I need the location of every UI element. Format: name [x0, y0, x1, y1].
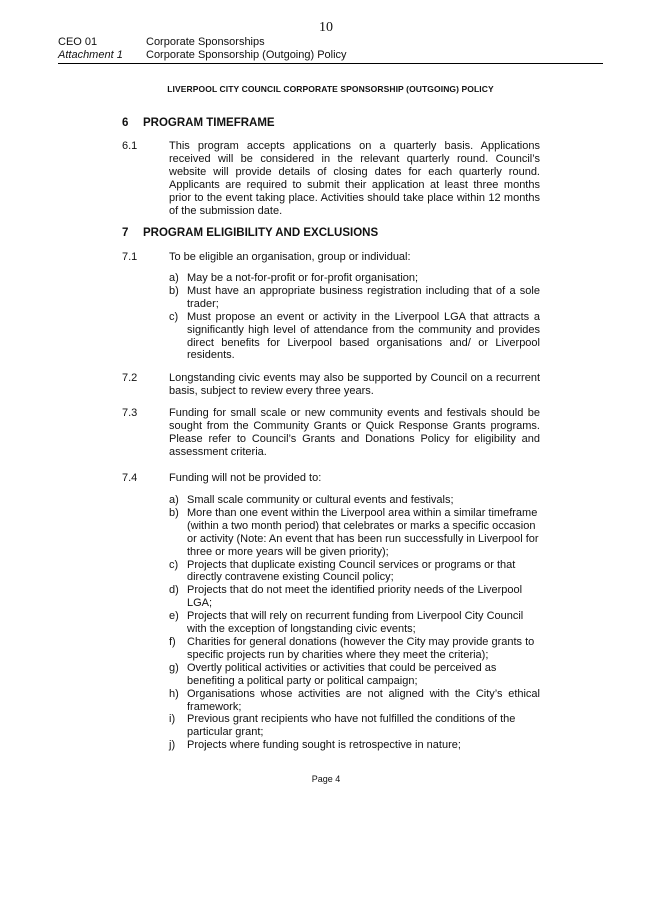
clause-text: Funding will not be provided to: — [169, 472, 322, 484]
list-item-letter: g) — [169, 661, 179, 674]
clause-number: 7.1 — [122, 251, 138, 263]
list-item-text: Small scale community or cultural events and festivals; — [187, 494, 454, 506]
list-item-letter: b) — [169, 506, 179, 519]
section-number: 7 — [122, 227, 129, 239]
clause-number: 6.1 — [122, 140, 138, 152]
clause-7-1 — [122, 251, 540, 264]
list-item-text: Organisations whose activities are not aligned with the City’s ethical framework; — [187, 687, 540, 713]
list-item — [169, 688, 540, 714]
list-item-letter: b) — [169, 284, 179, 297]
list-item-letter: a) — [169, 272, 179, 284]
list-item-text: Charities for general donations (however the City may provide grants to specific projects run by charities where they meet the criteria); — [187, 635, 535, 661]
list-item-text: Must propose an event or activity in the Liverpool LGA that attracts a significantly high level of attendance from the community and provides direct benefits for Liverpool based organisations and/ or Liverpool residents. — [187, 310, 540, 362]
list-item-letter: h) — [169, 687, 179, 700]
clause-7-2 — [122, 372, 540, 398]
clause-text: This program accepts applications on a quarterly basis. Applications received will be considered in the relevant quarterly round. Council’s website will provide details of closing dates for each quarterly round. Applicants are required to submit their application at least three months prior to the event taking place. Activities should take place within 12 months of the submission date. — [169, 140, 540, 217]
list-item — [169, 272, 540, 285]
top-page-number: 10 — [319, 20, 333, 35]
list-item-text: Overtly political activities or activities that could be perceived as benefiting a political party or political campaign; — [187, 661, 497, 687]
list-item-letter: f) — [169, 635, 176, 648]
list-item-text: Projects where funding sought is retrospective in nature; — [187, 739, 461, 752]
clause-6-1 — [122, 140, 540, 217]
clause-number: 7.3 — [122, 407, 138, 419]
list-item — [169, 713, 540, 739]
list-item — [169, 662, 540, 688]
list-item — [169, 739, 540, 752]
section-number: 6 — [122, 117, 129, 129]
list-item-letter: i) — [169, 713, 176, 726]
clause-text: To be eligible an organisation, group or individual: — [169, 251, 411, 263]
list-item-letter: d) — [169, 584, 179, 597]
list-item-letter: j) — [169, 739, 176, 752]
list-item — [169, 559, 540, 585]
clause-7-4-list — [169, 494, 540, 752]
clause-text: Longstanding civic events may also be supported by Council on a recurrent basis, subject to review every three years. — [169, 372, 540, 397]
clause-number: 7.4 — [122, 472, 138, 484]
document-title: LIVERPOOL CITY COUNCIL CORPORATE SPONSORSHIP (OUTGOING) POLICY — [167, 84, 494, 94]
list-item-text: Must have an appropriate business registration including that of a sole trader; — [187, 284, 540, 310]
header-report-title: Corporate Sponsorships — [146, 36, 265, 48]
list-item — [169, 285, 540, 311]
list-item-letter: a) — [169, 494, 179, 506]
list-item-letter: e) — [169, 610, 179, 623]
list-item-letter: c) — [169, 310, 179, 323]
list-item-text: Projects that duplicate existing Council services or programs or that directly contravene existing Council policy; — [187, 558, 516, 584]
list-item-text: May be a not-for-profit or for-profit organisation; — [187, 272, 419, 284]
list-item — [169, 610, 540, 636]
section-title: PROGRAM ELIGIBILITY AND EXCLUSIONS — [143, 227, 379, 239]
list-item — [169, 311, 540, 363]
header-ref-code: CEO 01 — [58, 36, 98, 48]
clause-7-3 — [122, 407, 540, 459]
list-item — [169, 507, 540, 559]
header-attachment-label: Attachment 1 — [58, 49, 123, 61]
header-attachment-title: Corporate Sponsorship (Outgoing) Policy — [146, 49, 347, 61]
clause-text: Funding for small scale or new community events and festivals should be sought from the Community Grants or Quick Response Grants programs. Please refer to Council’s Grants and Donations Policy for eligibility and assessment criteria. — [169, 407, 540, 458]
list-item — [169, 494, 540, 507]
section-title: PROGRAM TIMEFRAME — [143, 117, 275, 129]
list-item-letter: c) — [169, 558, 179, 571]
header-divider — [58, 63, 603, 64]
clause-7-1-list — [169, 272, 540, 362]
footer-page-number: Page 4 — [311, 774, 341, 784]
list-item-text: Projects that will rely on recurrent funding from Liverpool City Council with the exception of longstanding civic events; — [187, 610, 524, 636]
clause-number: 7.2 — [122, 372, 138, 384]
clause-7-4 — [122, 472, 540, 485]
list-item-text: Previous grant recipients who have not fulfilled the conditions of the particular grant; — [187, 713, 516, 739]
list-item — [169, 584, 540, 610]
list-item — [169, 636, 540, 662]
list-item-text: Projects that do not meet the identified priority needs of the Liverpool LGA; — [187, 584, 523, 610]
list-item-text: More than one event within the Liverpool area within a similar timeframe (within a two month period) that celebrates or marks a specific occasion or activity (Note: An event that has been run successfully in Liverpool for three or more years will be given priority); — [187, 506, 539, 558]
